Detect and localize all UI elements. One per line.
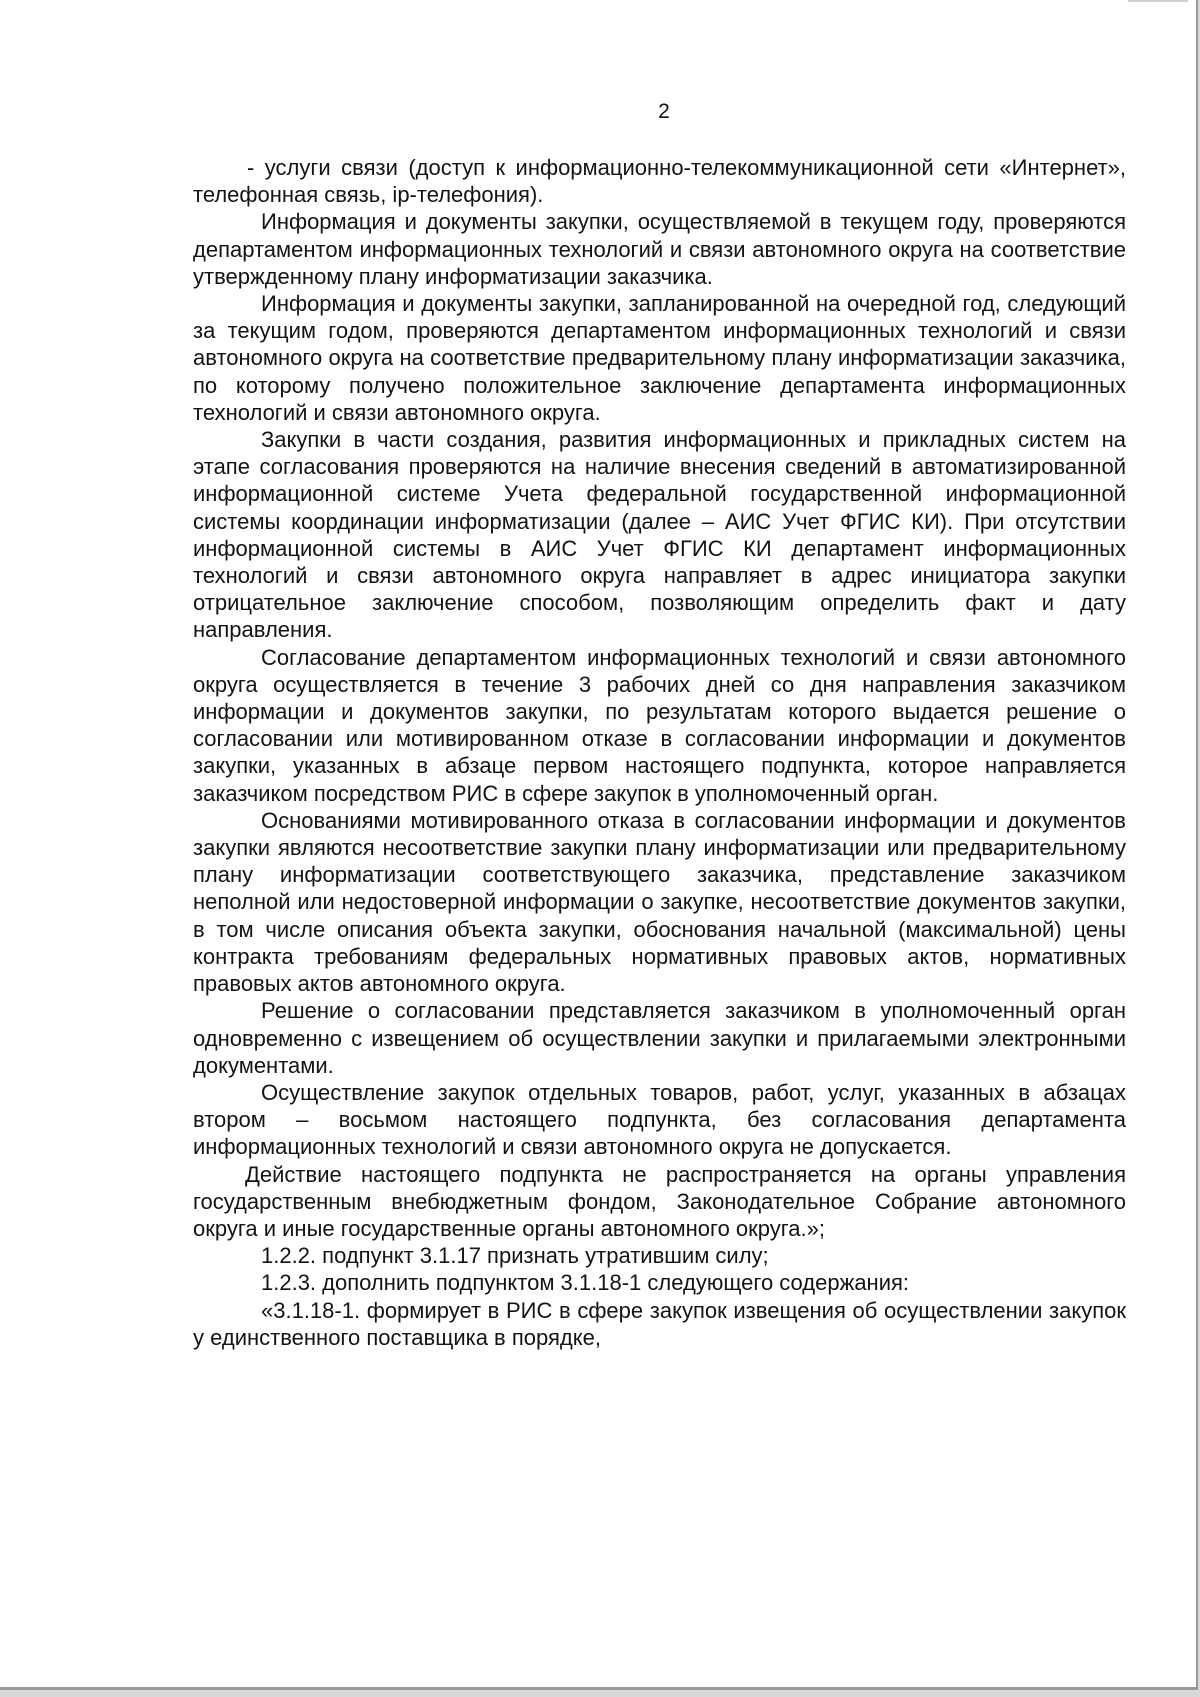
document-body [193,154,1126,1351]
paragraph-approval-submission: Решение о согласовании представляется заказчиком в уполномоченный орган одновременно с извещением об осуществлении закупки и прилагаемыми электронными документами. [193,998,1126,1078]
paragraph-no-approval-prohibited: Осуществление закупок отдельных товаров, работ, услуг, указанных в абзацах втором – восьмом настоящего подпункта, без согласования департамента информационных технологий и связи автономного округа не допускается. [193,1079,1126,1160]
paragraph-1-2-3: 1.2.3. дополнить подпунктом 3.1.18-1 следующего содержания: [261,1270,910,1296]
page-number: 2 [658,100,670,123]
scan-edge-mark [1128,0,1188,2]
paragraph-3-1-18-1: «3.1.18-1. формирует в РИС в сфере закупок извещения об осуществлении закупок у единственного поставщика в порядке, [193,1297,1126,1350]
paragraph-exemption: Действие настоящего подпункта не распространяется на органы управления государственным внебюджетным фондом, Законодательное Собрание автономного округа и иные государственные органы автономного округа.»; [193,1161,1126,1241]
paragraph-next-year-check: Информация и документы закупки, запланированной на очередной год, следующий за текущим годом, проверяются департаментом информационных технологий и связи автономного округа на соответствие предварительному плану информатизации заказчика, по которому получено положительное заключение департамента информационных технологий и связи автономного округа. [193,291,1126,425]
paragraph-1-2-2: 1.2.2. подпункт 3.1.17 признать утратившим силу; [261,1243,769,1269]
paragraph-services-list-item: - услуги связи (доступ к информационно-телекоммуникационной сети «Интернет», телефонная связь, ip-телефония). [193,155,1126,208]
paragraph-systems-check: Закупки в части создания, развития информационных и прикладных систем на этапе согласования проверяются на наличие внесения сведений в автоматизированной информационной системе Учета федеральной государственной информационной системы координации информатизации (далее – АИС Учет ФГИС КИ). При отсутствии информационной системы в АИС Учет ФГИС КИ департамент информационных технологий и связи автономного округа направляет в адрес инициатора закупки отрицательное заключение способом, позволяющим определить факт и дату направления. [193,427,1126,643]
paragraph-approval-term: Согласование департаментом информационных технологий и связи автономного округа осуществляется в течение 3 рабочих дней со дня направления заказчиком информации и документов закупки, по результатам которого выдается решение о согласовании или мотивированном отказе в согласовании информации и документов закупки, указанных в абзаце первом настоящего подпункта, которое направляется заказчиком посредством РИС в сфере закупок в уполномоченный орган. [193,644,1126,806]
paragraph-refusal-grounds: Основаниями мотивированного отказа в согласовании информации и документов закупки являются несоответствие закупки плану информатизации или предварительному плану информатизации соответствующего заказчика, представление заказчиком неполной или недостоверной информации о закупке, несоответствие документов закупки, в том числе описания объекта закупки, обоснования начальной (максимальной) цены контракта требованиям федеральных нормативных правовых актов, нормативных правовых актов автономного округа. [193,807,1126,997]
paragraph-current-year-check: Информация и документы закупки, осуществляемой в текущем году, проверяются департаментом информационных технологий и связи автономного округа на соответствие утвержденному плану информатизации заказчика. [193,209,1126,289]
